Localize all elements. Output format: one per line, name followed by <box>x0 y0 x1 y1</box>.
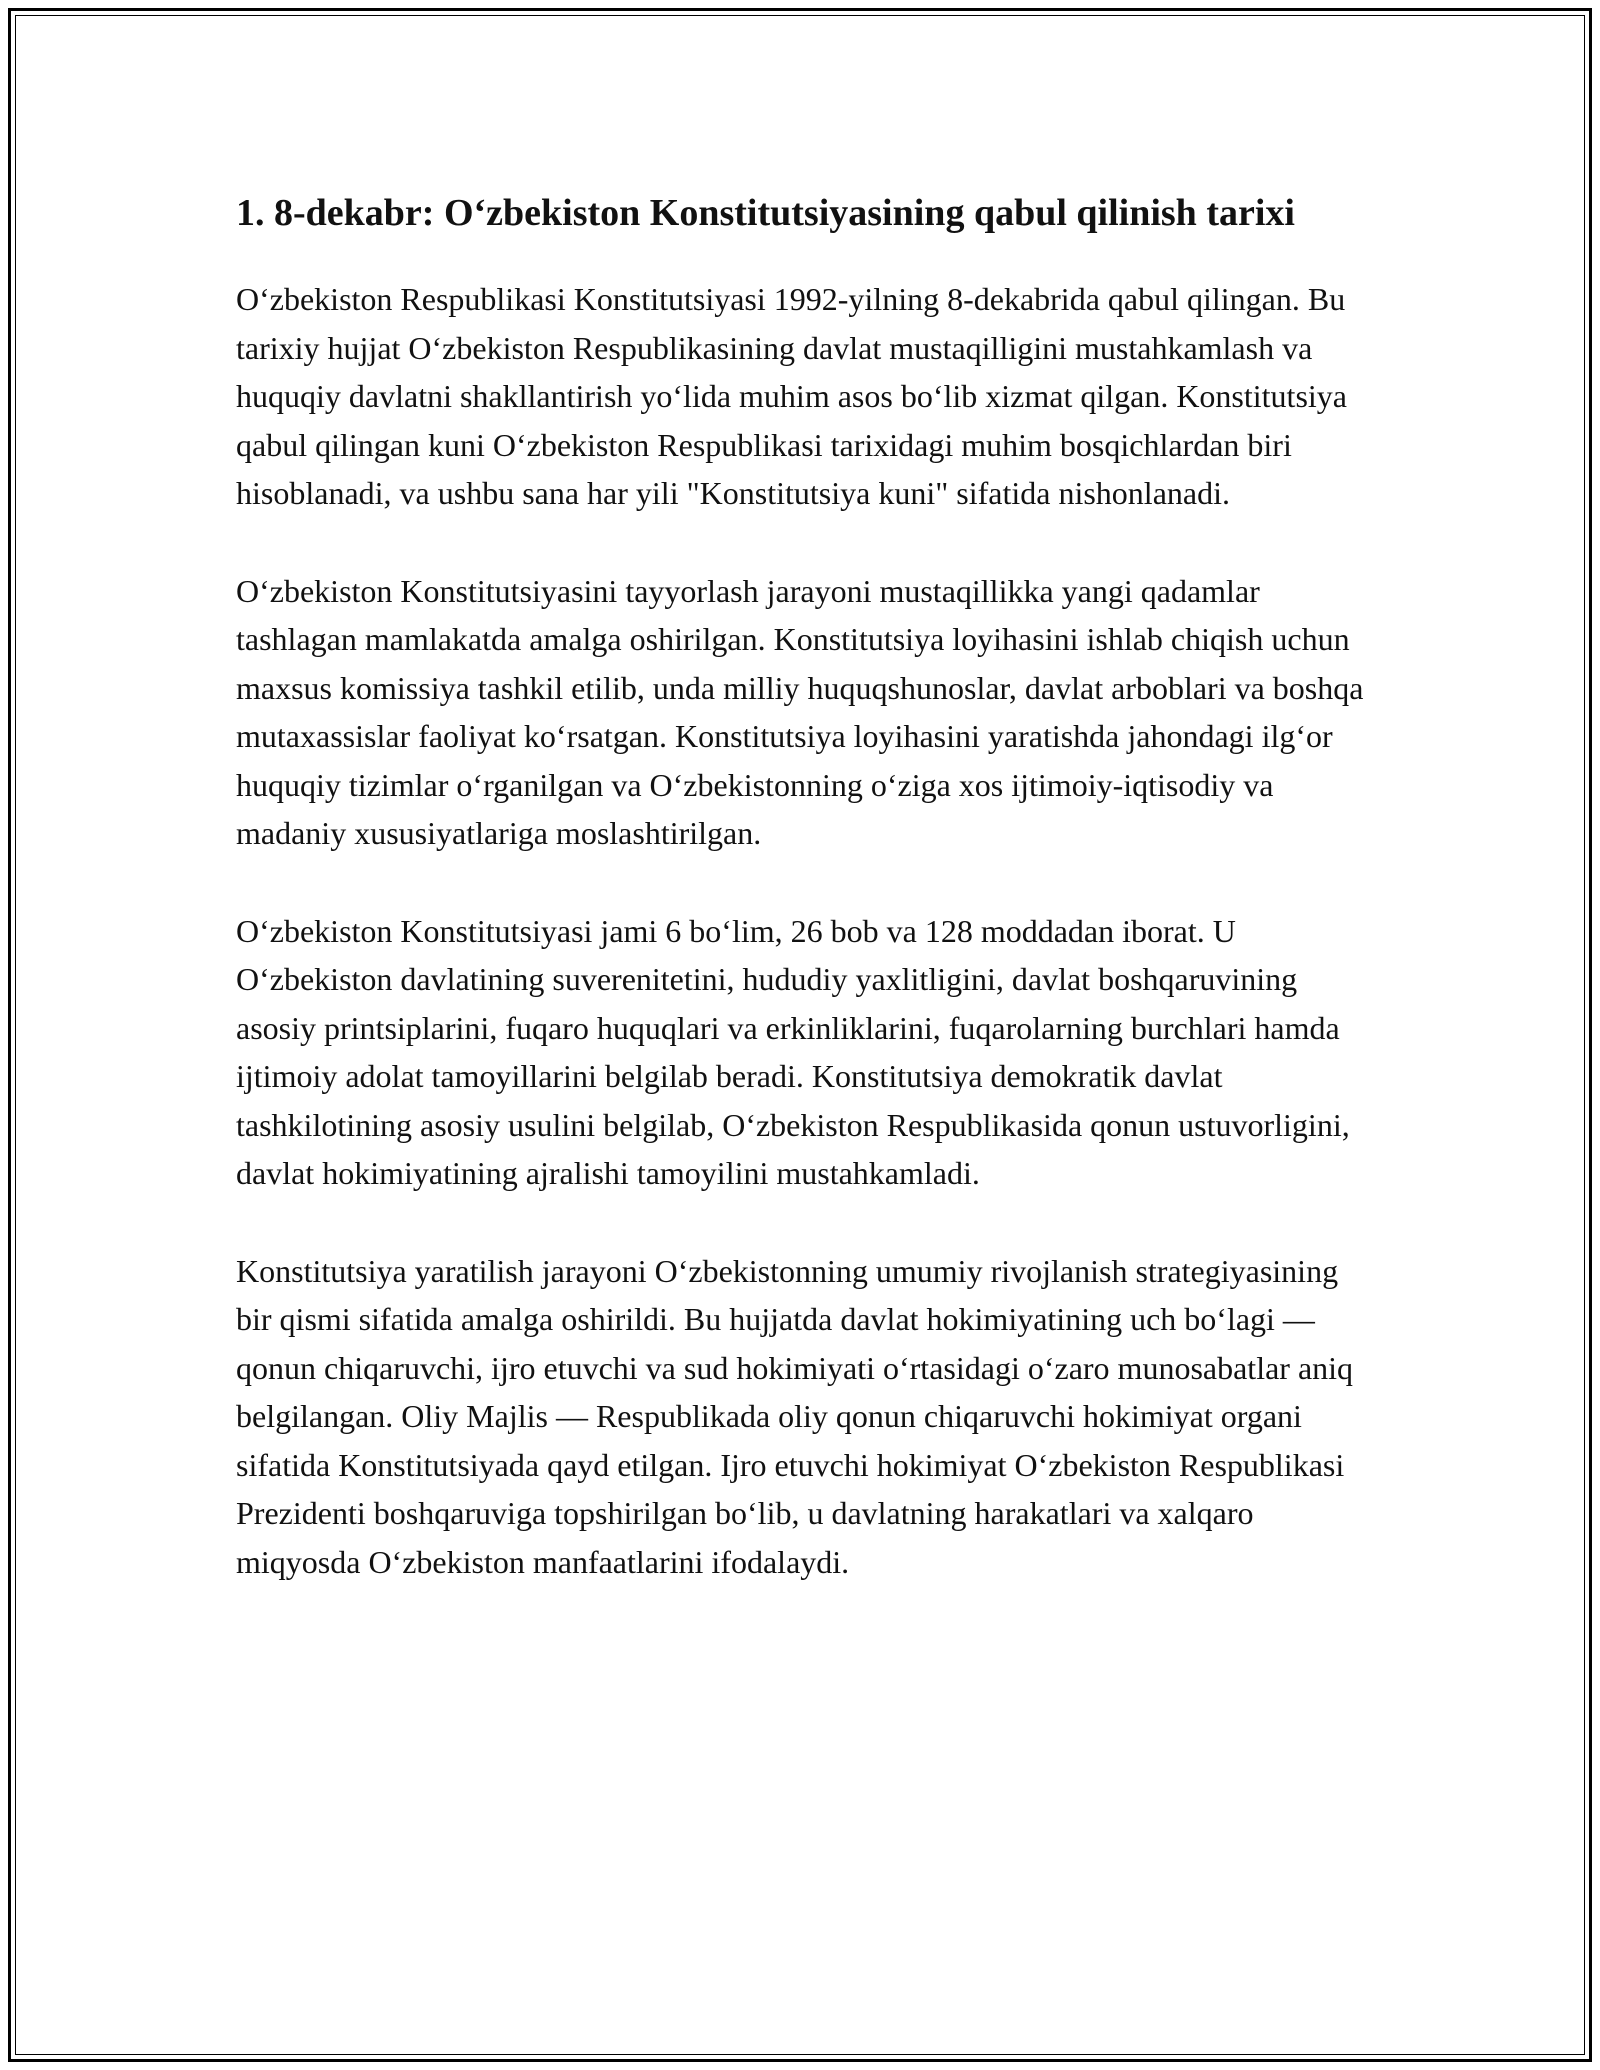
paragraph-branches-of-power: Konstitutsiya yaratilish jarayoni O‘zbekistonning umumiy rivojlanish strategiyasining bir qismi sifatida amalga oshirildi. Bu hujjatda davlat hokimiyatining uch bo‘lagi — qonun chiqaruvchi, ijro etuvchi va sud hokimiyati o‘rtasidagi o‘zaro munosabatlar aniq belgilangan. Oliy Majlis — Respublikada oliy qonun chiqaruvchi hokimiyat organi sifatida Konstitutsiyada qayd etilgan. Ijro etuvchi hokimiyat O‘zbekiston Respublikasi Prezidenti boshqaruviga topshirilgan bo‘lib, u davlatning harakatlari va xalqaro miqyosda O‘zbekiston manfaatlarini ifodalaydi. <box>236 1252 1354 1580</box>
section-heading: 1. 8-dekabr: O‘zbekiston Konstitutsiyasining qabul qilinish tarixi <box>236 192 1295 234</box>
paragraph-structure: O‘zbekiston Konstitutsiyasi jami 6 bo‘lim, 26 bob va 128 moddadan iborat. U O‘zbekiston davlatining suverenitetini, hududiy yaxlitligini, davlat boshqaruvining asosiy printsiplarini, fuqaro huquqlari va erkinliklarini, fuqarolarning burchlari hamda ijtimoiy adolat tamoyillarini belgilab beradi. Konstitutsiya demokratik davlat tashkilotining asosiy usulini belgilab, O‘zbekiston Respublikasida qonun ustuvorligini, davlat hokimiyatining ajralishi tamoyilini mustahkamladi. <box>236 912 1350 1191</box>
document-body <box>236 186 1366 1635</box>
paragraph-drafting-process: O‘zbekiston Konstitutsiyasini tayyorlash jarayoni mustaqillikka yangi qadamlar tashlagan mamlakatda amalga oshirilgan. Konstitutsiya loyihasini ishlab chiqish uchun maxsus komissiya tashkil etilib, unda milliy huquqshunoslar, davlat arboblari va boshqa mutaxassislar faoliyat ko‘rsatgan. Konstitutsiya loyihasini yaratishda jahondagi ilg‘or huquqiy tizimlar o‘rganilgan va O‘zbekistonning o‘ziga xos ijtimoiy-iqtisodiy va madaniy xususiyatlariga moslashtirilgan. <box>236 572 1364 851</box>
paragraph-adoption-date: O‘zbekiston Respublikasi Konstitutsiyasi 1992-yilning 8-dekabrida qabul qilingan. Bu tarixiy hujjat O‘zbekiston Respublikasining davlat mustaqilligini mustahkamlash va huquqiy davlatni shakllantirish yo‘lida muhim asos bo‘lib xizmat qilgan. Konstitutsiya qabul qilingan kuni O‘zbekiston Respublikasi tarixidagi muhim bosqichlardan biri hisoblanadi, va ushbu sana har yili "Konstitutsiya kuni" sifatida nishonlanadi. <box>236 281 1347 511</box>
